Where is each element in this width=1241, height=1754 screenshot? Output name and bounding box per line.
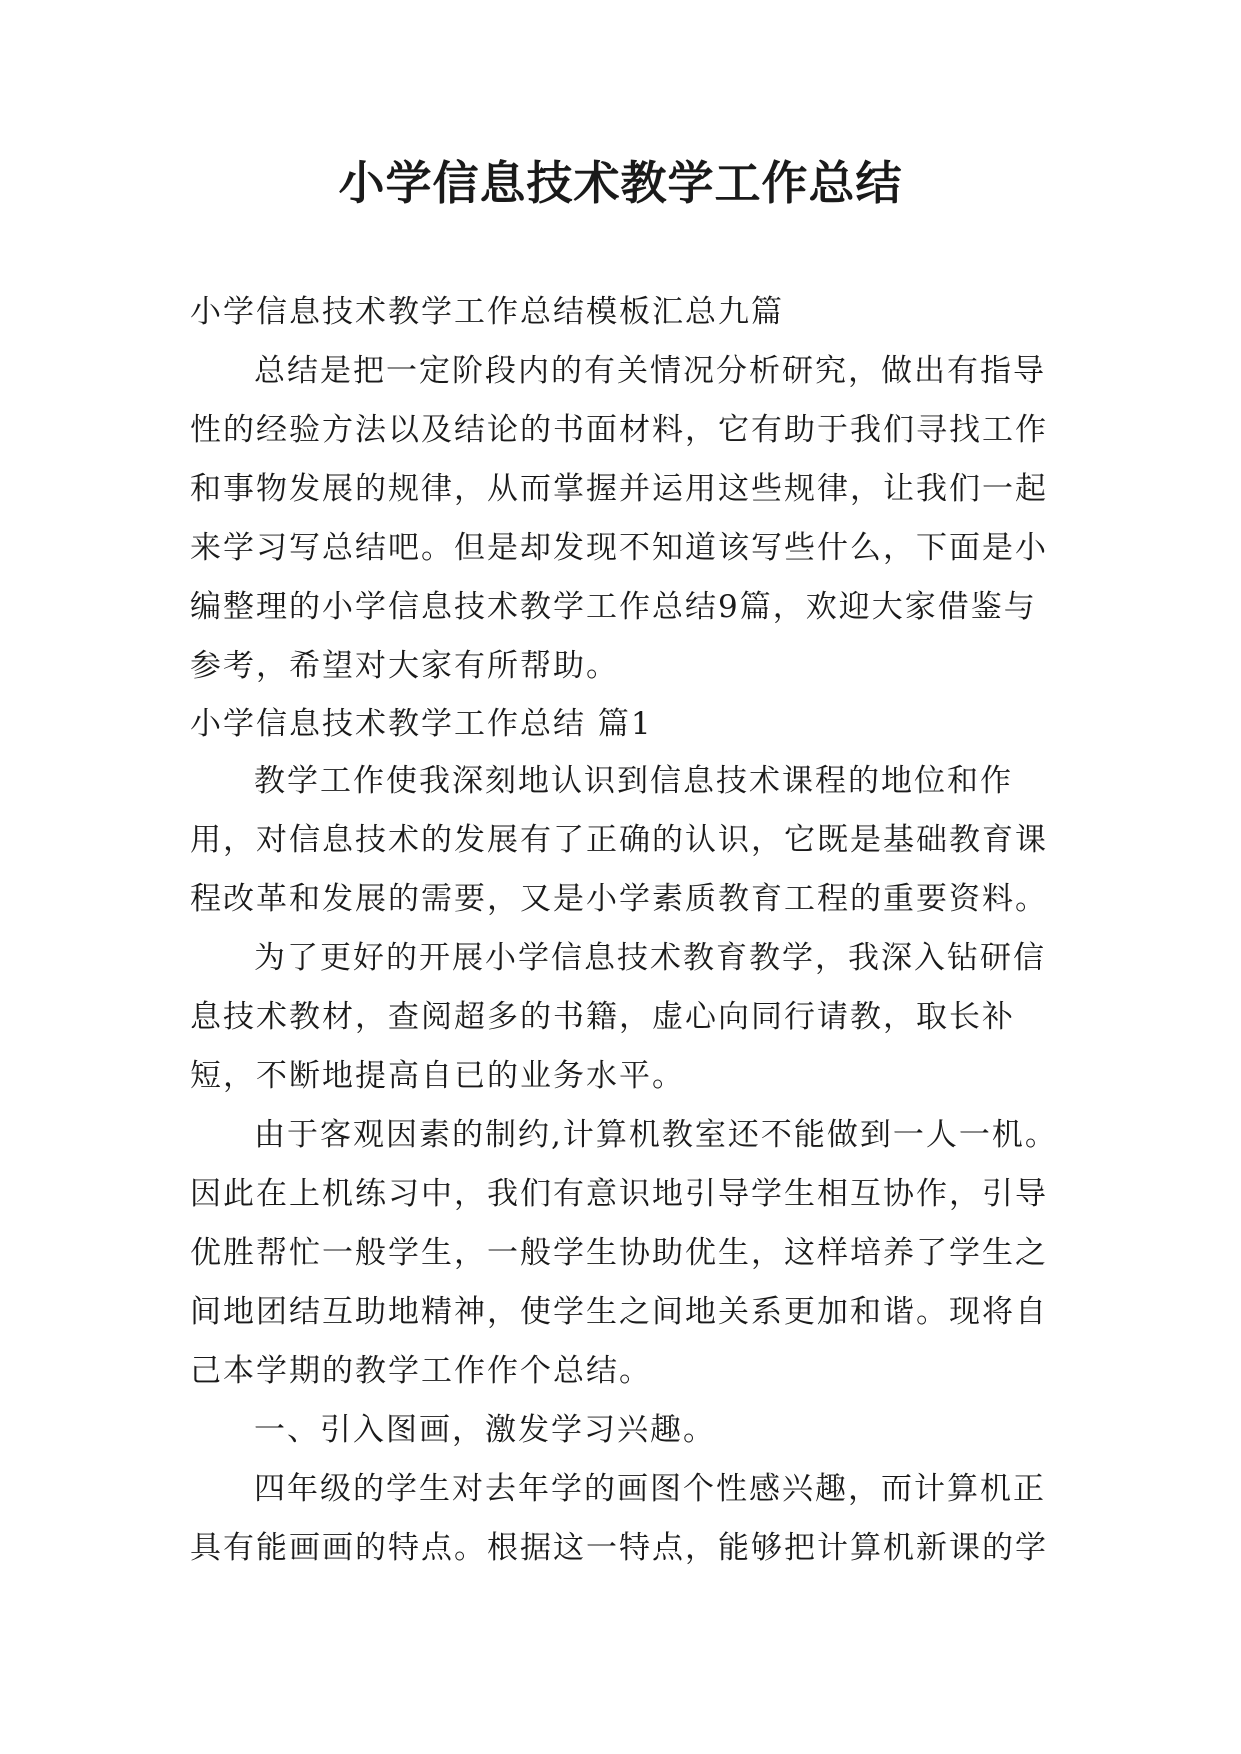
intro-paragraph: 总结是把一定阶段内的有关情况分析研究，做出有指导性的经验方法以及结论的书面材料，它有助于我们寻找工作和事物发展的规律，从而掌握并运用这些规律，让我们一起来学习写总结吧。但是却发现不知道该写些什么，下面是小编整理的小学信息技术教学工作总结9篇，欢迎大家借鉴与参考，希望对大家有所帮助。 (190, 353, 1048, 684)
section-heading: 小学信息技术教学工作总结 篇1 (190, 706, 653, 742)
subtitle-paragraph: 小学信息技术教学工作总结模板汇总九篇 (190, 294, 784, 330)
body-paragraph: 由于客观因素的制约,计算机教室还不能做到一人一机。因此在上机练习中，我们有意识地引导学生相互协作，引导优胜帮忙一般学生，一般学生协助优生，这样培养了学生之间地团结互助地精神，使学生之间地关系更加和谐。现将自己本学期的教学工作作个总结。 (190, 1117, 1058, 1389)
body-paragraph: 教学工作使我深刻地认识到信息技术课程的地位和作用，对信息技术的发展有了正确的认识，它既是基础教育课程改革和发展的需要，又是小学素质教育工程的重要资料。 (190, 763, 1048, 917)
document-body (190, 283, 1060, 1578)
subheading-paragraph: 一、引入图画，激发学习兴趣。 (254, 1412, 716, 1448)
body-paragraph: 为了更好的开展小学信息技术教育教学，我深入钻研信息技术教材，查阅超多的书籍，虚心向同行请教，取长补短，不断地提高自已的业务水平。 (190, 940, 1046, 1094)
body-paragraph: 四年级的学生对去年学的画图个性感兴趣，而计算机正具有能画画的特点。根据这一特点，能够把计算机新课的学 (190, 1471, 1048, 1566)
document-title: 小学信息技术教学工作总结 (338, 156, 903, 210)
